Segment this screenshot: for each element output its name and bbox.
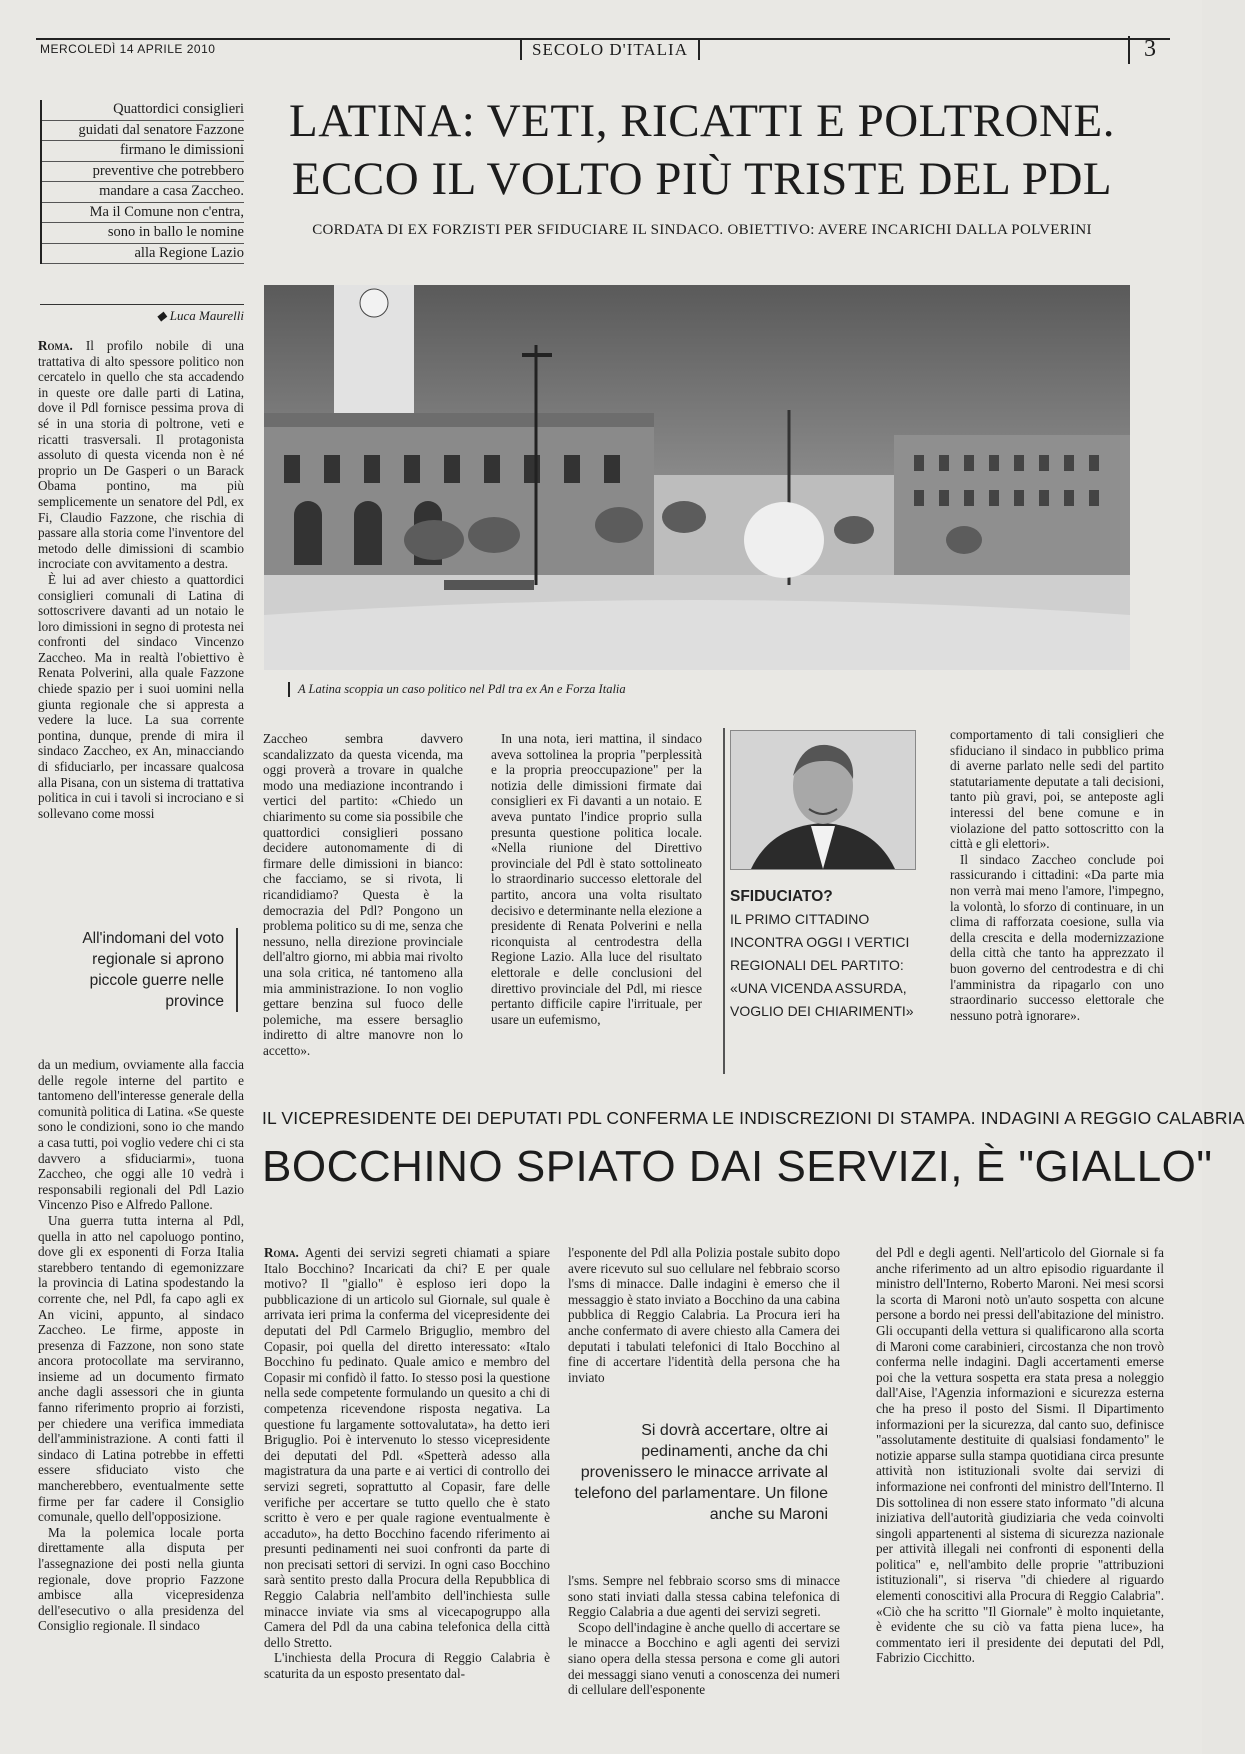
sidebar-rule [723, 728, 725, 1074]
article-column-1-continued [38, 1057, 244, 1634]
article-photo [264, 285, 1130, 670]
summary-line: mandare a casa Zaccheo. [42, 182, 244, 203]
paragraph: l'esponente del Pdl alla Polizia postale subito dopo avere ricevuto sul suo cellulare nel febbraio scorso l'sms di minacce. Dalle indagini è emerso che il messaggio è stato inviato a Bocchino da una cabina pubblica di Reggio Calabria. La Procura ieri ha anche confermato di avere chiesto alla Camera dei deputati i tabulati telefonici di Italo Bocchino al fine di accertare l'identità della persona che ha inviato [568, 1245, 840, 1385]
paragraph [264, 1245, 550, 1650]
paragraph: da un medium, ovviamente alla faccia delle regole interne del partito e tantomeno dell'interesse generale della comunità politica di Latina. «Se queste sono le condizioni, sono io che mando a casa tutti, poi voglio vedere chi ci sta davvero a sfiduciarmi», tuona Zaccheo, che oggi alle 10 vedrà i responsabili regionali del Pdl Lazio Vincenzo Piso e Alfredo Pallone. [38, 1057, 244, 1213]
masthead [36, 38, 1170, 70]
pull-quote-2: Si dovrà accertare, oltre ai pedinamenti, anche da chi provenissero le minacce arrivate al telefono del parlamentare. Un filone anche su Maroni [574, 1422, 828, 1523]
article2-column-3 [876, 1245, 1164, 1735]
author-byline: ◆ Luca Maurelli [40, 304, 244, 324]
summary-line: Ma il Comune non c'entra, [42, 203, 244, 224]
article-column-3 [491, 731, 702, 1089]
photo-caption: A Latina scoppia un caso politico nel Pdl tra ex An e Forza Italia [288, 682, 998, 697]
issue-date: MERCOLEDÌ 14 APRILE 2010 [40, 42, 216, 56]
main-headline [262, 92, 1142, 208]
sidebar-text: IL PRIMO CITTADINO INCONTRA OGGI I VERTICI REGIONALI DEL PARTITO: «UNA VICENDA ASSURDA, VOGLIO DEI CHIARIMENTI» [730, 911, 914, 1019]
paragraph: comportamento di tali consiglieri che sfiduciano il sindaco in pubblico prima di averne parlato nelle sedi del partito statutariamente deputate a tali decisioni, tanto più gravi, poi, se anteposte agli interessi del bene comune e in violazione del patto sottoscritto con la città e gli elettori». [950, 727, 1164, 852]
article-column-2 [263, 731, 463, 1089]
paragraph-text: Il profilo nobile di una trattativa di alto spessore politico non cercatelo in quello che sta accadendo in queste ore dalle parti di Latina, dove il Pdl fornisce pessima prova di sé in una storia di poltrone, veti e ricatti trasversali. Il protagonista assoluto di questa vicenda non è né proprio un De Gasperi o un Barack Obama pontino, ma più semplicemente un senatore del Pdl, ex Fi, Claudio Fazzone, che rischia di passare alla storia come l'inventore del metodo delle dimissioni di scambio incrociate con avvitamento a destra. [38, 338, 244, 572]
paragraph [38, 338, 244, 572]
portrait-image [731, 731, 915, 869]
paragraph: In una nota, ieri mattina, il sindaco aveva sottolinea la propria "perplessità e la propria preoccupazione" per la notizia delle dimissioni firmate dai consiglieri ex Fi davanti a un notaio. E aveva puntato l'indice proprio sulla presunta questione politica locale. «Nella riunione del Direttivo provinciale del Pdl è stato sottolineato lo straordinario successo elettorale del partito, ancora una volta risultato decisivo e determinante nella elezione a presidente di Renata Polverini e nella riconquista al centrodestra della Regione Lazio. Alla luce del risultato elettorale e delle conclusioni del direttivo provinciale del Pdl, mi riesce pertanto difficile capire l'irrituale, per usare un eufemismo, [491, 731, 702, 1027]
paragraph: Il sindaco Zaccheo conclude poi rassicurando i cittadini: «Da parte mia non verrà mai meno l'amore, l'impegno, la volontà, lo sforzo di continuare, in un clima di rafforzata coesione, sulla via della crescita e della modernizzazione della città che tanto ha apprezzato il buon governo del centrodestra e di chi l'amministra da ripagarlo con uno straordinario successo elettorale che nessuno potrà ignorare». [950, 851, 1164, 1023]
summary-line: sono in ballo le nomine [42, 223, 244, 244]
summary-line: firmano le dimissioni [42, 141, 244, 162]
paragraph: È lui ad aver chiesto a quattordici consiglieri comunali di Latina di sottoscrivere davanti ad un notaio le loro dimissioni in segno di protesta nei confronti del sindaco Vincenzo Zaccheo. Ma in realtà l'obiettivo è Renata Polverini, alla quale Fazzone chiede spazio per i suoi uomini nella giunta regionale che si appresta a vedere la luce. La sua corrente pontina, dunque, prende di mira il sindaco Zaccheo, ex An, minacciando di sfiduciarlo, per incassare qualcosa alla Pisana, con un sistema di trattativa politica in cui i tavoli si incrociano e si sollevano come mossi [38, 571, 244, 821]
article-summary [40, 100, 246, 264]
paragraph: del Pdl e degli agenti. Nell'articolo del Giornale si fa anche riferimento ad un altro episodio riguardante il ministro dell'Interno, Roberto Maroni. Nei mesi scorsi la scorta di Maroni notò un'auto sospetta con alcune persone a bordo nei pressi dell'abitazione del ministro. Gli occupanti della vettura si qualificarono alla scorta di Maroni come carabinieri, circostanza che non trovò conferma nelle indagini. Dagli accertamenti emerse poi che la vettura sospetta era stata presa a noleggio dall'Aise, l'Agenzia informazioni e sicurezza esterna che ha preso il posto del Sismi. Il Dipartimento informazioni per la sicurezza, dal canto suo, definisce "assolutamente destituite di qualsiasi fondamento" le notizie apparse sulla stampa quotidiana circa presunte attività non istituzionali svolte dai servizi di informazione nei confronti del ministro dell'Interno. Il Dis sottolinea di non essere stato informato "di alcuna iniziativa dell'autorità giudiziaria che veda coinvolti singoli appartenenti al sistema di sicurezza nazionale per attività illegali nei confronti di esponenti della politica" e, nell'ambito delle proprie "attribuzioni istituzionali", si riserva "di chiedere al riguardo elementi conoscitivi alla Procura di Reggio Calabria". «Ciò che ha scritto "Il Giornale" è molto inquietante, è evidente che su ciò va fatta piena luce», ha commentato ieri il presidente dei deputati del Pdl, Fabrizio Cicchitto. [876, 1245, 1164, 1666]
summary-line: alla Regione Lazio [42, 244, 244, 265]
article-column-4 [950, 727, 1164, 1089]
headline-line-2: ECCO IL VOLTO PIÙ TRISTE DEL PDL [291, 153, 1113, 205]
paragraph: Scopo dell'indagine è anche quello di accertare se le minacce a Bocchino e agli agenti dei servizi siano opera della stessa persona e come gli autori dei messaggi siano venuti a conoscenza dei numeri di cellulare dell'esponente [568, 1619, 840, 1698]
article2-column-2 [568, 1245, 840, 1385]
summary-line: guidati dal senatore Fazzone [42, 121, 244, 142]
newspaper-name: SECOLO D'ITALIA [520, 40, 700, 60]
dateline: Roma. [38, 338, 73, 353]
article-column-1 [38, 338, 244, 821]
article2-column-2-continued [568, 1573, 840, 1735]
summary-line: preventive che potrebbero [42, 162, 244, 183]
sidebar-title: SFIDUCIATO? [730, 888, 833, 905]
page-number: 3 [1128, 36, 1170, 64]
paragraph: L'inchiesta della Procura di Reggio Calabria è scaturita da un esposto presentato dal- [264, 1650, 550, 1682]
second-article-headline: BOCCHINO SPIATO DAI SERVIZI, È "GIALLO" [262, 1142, 1213, 1191]
paragraph-text: Agenti dei servizi segreti chiamati a spiare Italo Bocchino? Incaricati da chi? E per quale motivo? Il "giallo" è esploso ieri dopo la pubblicazione di un articolo sul Giornale, sul quale è arrivata ieri prima la conferma del vicepresidente dei deputati del Pdl Carmelo Briguglio, membro del Copasir, poi quella del diretto interessato: «Italo Bocchino fu pedinato. Quale amico e membro del Copasir mi confidò il fatto. Io stesso posi la questione nella sede competente formulando un quesito a chi di competenza ricevendone risposta negativa. La questione fu largamente sottovalutata», ha detto ieri Briguglio. Poi è intervenuto lo stesso vicepresidente dei deputati del Pdl. «Spetterà adesso alla magistratura da una parte e ai vertici di controllo dei servizi segreti, soprattutto al Copasir, fare delle verifiche per accertare se tutto quello che è stato scritto è vero e per quale ragione eventualmente è accaduto», ha detto Bocchino facendo riferimento ai presunti pedinamenti nei suoi confronti da parte di non precisati settori di servizi. In ogni caso Bocchino sarà sentito presto dalla Procura della Repubblica di Reggio Calabria nell'ambito dell'inchiesta sulle minacce inviate via sms al vicecapogruppo alla Camera del Pdl da una cabina telefonica della città dello Stretto. [264, 1245, 550, 1650]
author-name: Luca Maurelli [169, 308, 244, 323]
paragraph: Ma la polemica locale porta direttamente alla disputa per l'assegnazione dei posti nella giunta regionale, dove proprio Fazzone ambisce alla vicepresidenza dell'esecutivo o alla presidenza del Consiglio regionale. Il sindaco [38, 1524, 244, 1634]
mayor-portrait [730, 730, 916, 870]
second-article-kicker: IL VICEPRESIDENTE DEI DEPUTATI PDL CONFERMA LE INDISCREZIONI DI STAMPA. INDAGINI A REGGIO CALABRIA [262, 1108, 1245, 1128]
sidebar-box [730, 885, 920, 1023]
piazza-photo [264, 285, 1130, 670]
article2-column-1 [264, 1245, 550, 1735]
paragraph: Una guerra tutta interna al Pdl, quella in atto nel capoluogo pontino, dove gli ex esponenti di Forza Italia starebbero tentando di egemonizzare la provincia di Latina spodestando la corrente che, nel Pdl, fa capo agli ex An vicini, appunto, al sindaco Zaccheo. Le firme, apposte in presenza di Fazzone, non sono state ancora protocollate ma serviranno, insieme ad un documento firmato anche dagli assessori che in giunta fanno riferimento proprio ai forzisti, per chiedere una verifica immediata dell'amministrazione. A conti fatti il sindaco di Latina potrebbe in effetti essere sfiduciato visto che mancherebbero, eventualmente sette firme per far cadere il Consiglio comunale, quello dell'opposizione. [38, 1212, 244, 1525]
headline-subtitle: CORDATA DI EX FORZISTI PER SFIDUCIARE IL SINDACO. OBIETTIVO: AVERE INCARICHI DALLA POLVERINI [312, 222, 1092, 238]
pull-quote: All'indomani del voto regionale si aprono piccole guerre nelle province [40, 928, 238, 1012]
summary-line: Quattordici consiglieri [42, 100, 244, 121]
dateline: Roma. [264, 1245, 299, 1260]
headline-line-1: LATINA: VETI, RICATTI E POLTRONE. [289, 95, 1115, 147]
paragraph: Zaccheo sembra davvero scandalizzato da questa vicenda, ma oggi proverà a trovare in qualche modo una mediazione incontrando i vertici del partito: «Chiedo un chiarimento su come sia possibile che quattordici consiglieri possano decidere autonomamente di di firmare delle dimissioni in bianco: che facciamo, se si rivota, li ricandidiamo? Questa è la democrazia del Pdl? Pongono un problema politico su di me, senza che nessuno, nella direzione provinciale dell'altro giorno, mi abbia mai rivolto una sola critica, né tantomeno alla mia amministrazione. Io non voglio gettare benzina sul fuoco delle polemiche, ma essere bersaglio indiretto di altre manovre non lo accetto». [263, 731, 463, 1058]
paragraph: l'sms. Sempre nel febbraio scorso sms di minacce sono stati inviati dalla stessa cabina telefonica di Reggio Calabria a due agenti dei servizi segreti. [568, 1573, 840, 1620]
